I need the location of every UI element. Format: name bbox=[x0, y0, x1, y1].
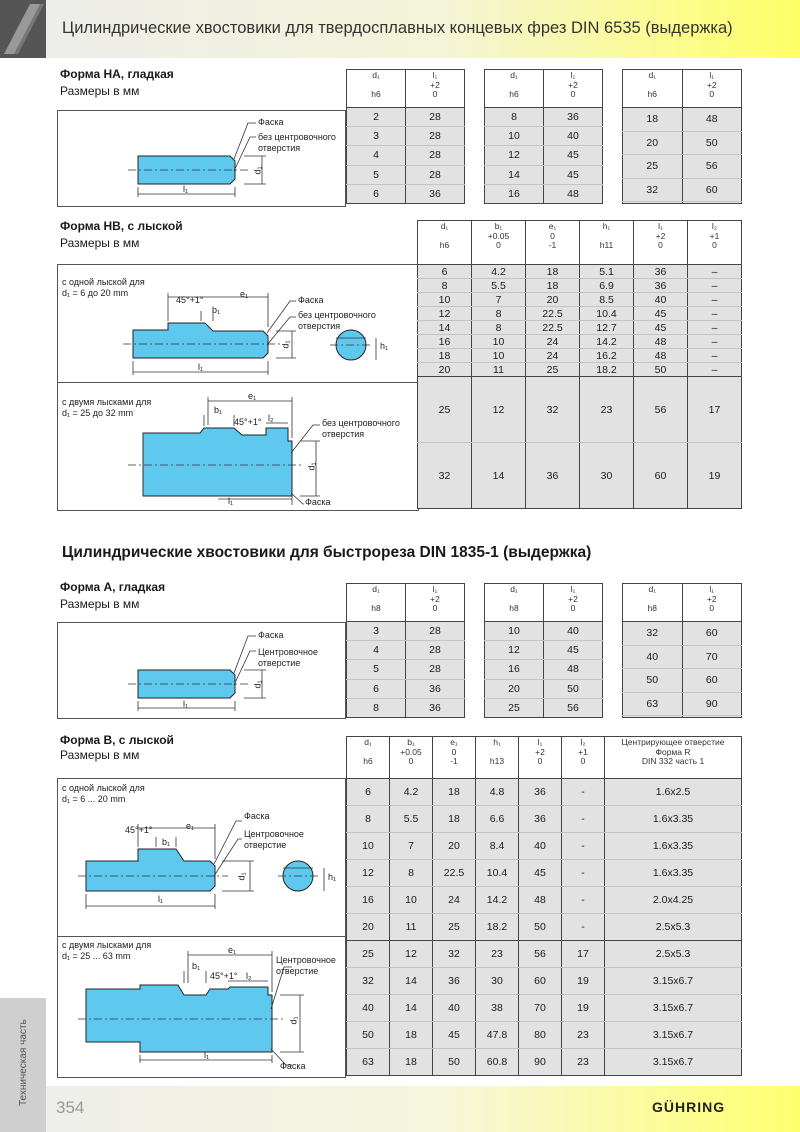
d1-label: d₁ bbox=[280, 340, 291, 349]
chamfer-label: Фаска bbox=[305, 497, 331, 507]
table-row: 6 4.2 18 4.8 36 - 1.6x2.5 bbox=[347, 779, 742, 806]
h1-label: h₁ bbox=[380, 341, 389, 351]
table-row: 16 10 24 14.2 48 - 2.0x4.25 bbox=[347, 887, 742, 914]
form-ha-table-2: d₁ h6 l₁ +2 0 8 36 10 40 12 45 14 45 16 48 bbox=[484, 69, 603, 204]
form-ha-table-3: d₁ h6 l₁ +2 0 18 48 20 50 25 56 32 60 bbox=[622, 69, 742, 204]
chamfer-label: Фаска bbox=[280, 1061, 306, 1071]
table-row: 10 40 bbox=[485, 622, 603, 641]
form-hb-title: Форма HB, с лыской bbox=[60, 219, 183, 233]
table-row: 40 70 bbox=[623, 645, 742, 669]
table-row: 63 90 bbox=[623, 692, 742, 716]
table-row: 16 48 bbox=[485, 184, 603, 203]
form-b-title: Форма B, с лыской bbox=[60, 733, 174, 747]
table-row: 25 12 32 23 56 17 2.5x5.3 bbox=[347, 941, 742, 968]
chamfer-label: Фаска bbox=[258, 117, 284, 127]
l1-label: l₁ bbox=[228, 496, 234, 506]
h1-label: h₁ bbox=[328, 872, 337, 882]
form-ha-table-1: d₁ h6 l₁ +2 0 2 28 3 28 4 28 5 28 6 36 bbox=[346, 69, 465, 204]
d1-label: d₁ bbox=[236, 872, 247, 881]
brand-logo: GÜHRING bbox=[652, 1099, 726, 1115]
b1-label: b₁ bbox=[214, 405, 223, 415]
table-row: 12 8 22.5 10.4 45 – bbox=[418, 307, 742, 321]
center-hole-label: без центровочного отверстия bbox=[258, 132, 336, 153]
table-row: 8 36 bbox=[485, 108, 603, 127]
l2-label: l₂ bbox=[246, 971, 252, 981]
chamfer-label: Фаска bbox=[258, 630, 284, 640]
two-flats-note: с двумя лысками для d₁ = 25 до 32 mm bbox=[62, 397, 152, 418]
table-row: 20 11 25 18.2 50 – bbox=[418, 363, 742, 377]
l1-label: l₁ bbox=[158, 894, 164, 904]
chamfer-label: Фаска bbox=[298, 295, 324, 305]
center-hole-label: Центровочное отверстие bbox=[258, 647, 318, 668]
table-row: 8 36 bbox=[347, 698, 465, 717]
angle-label: 45°+1° bbox=[210, 971, 238, 981]
table-row bbox=[623, 202, 742, 204]
table-row: 25 56 bbox=[485, 698, 603, 717]
form-b-subtitle: Размеры в мм bbox=[60, 748, 140, 762]
form-ha-title: Форма HA, гладкая bbox=[60, 67, 174, 81]
table-row: 20 50 bbox=[623, 131, 742, 155]
form-a-drawing bbox=[57, 622, 346, 719]
table-row: 32 60 bbox=[623, 178, 742, 202]
l2-label: l₂ bbox=[268, 413, 274, 423]
table-row: 12 8 22.5 10.4 45 - 1.6x3.35 bbox=[347, 860, 742, 887]
d1-label: d₁ bbox=[306, 462, 317, 471]
d1-label: d₁ bbox=[252, 166, 263, 175]
table-row: 32 14 36 30 60 19 bbox=[418, 443, 742, 509]
form-b-drawing-two-flats bbox=[57, 936, 346, 1078]
table-row: 25 56 bbox=[623, 155, 742, 179]
chamfer-label: Фаска bbox=[244, 811, 270, 821]
center-hole-label: без центровочного отверстия bbox=[322, 418, 400, 439]
form-ha-drawing bbox=[57, 110, 346, 207]
d1-label: d₁ bbox=[288, 1016, 299, 1025]
table-row: 16 48 bbox=[485, 660, 603, 679]
page-number: 354 bbox=[56, 1098, 85, 1117]
angle-label: 45°+1° bbox=[234, 417, 262, 427]
two-flats-note: с двумя лысками для d₁ = 25 ... 63 mm bbox=[62, 940, 152, 961]
table-row: 5 28 bbox=[347, 165, 465, 184]
table-row: 5 28 bbox=[347, 660, 465, 679]
d1-label: d₁ bbox=[252, 680, 263, 689]
table-row: 20 50 bbox=[485, 679, 603, 698]
table-row: 12 45 bbox=[485, 146, 603, 165]
e1-label: e₁ bbox=[186, 821, 195, 831]
form-hb-table: d₁ h6 b₁ +0.05 0 e₁ 0 -1 h₁ h11 l₁ +2 0 l₂ +1 0 6 4.2 18 5.1 36 – 8 5.5 18 6.9 36 – 10 7 20 8.5 40 – 12 8 22.5 10.4 45 – 14 8 22.5 12.7 45 – 16 10 24 14.2 48 – 18 10 24 16.2 48 – 20 11 25 18.2 50 – 25 12 32 23 56 17 32 14 36 30 60 19 bbox=[417, 220, 742, 509]
form-a-subtitle: Размеры в мм bbox=[60, 597, 140, 611]
table-row: 4 28 bbox=[347, 641, 465, 660]
table-row: 40 14 40 38 70 19 3.15x6.7 bbox=[347, 995, 742, 1022]
table-row: 10 40 bbox=[485, 127, 603, 146]
table-row bbox=[623, 716, 742, 718]
form-a-table-3: d₁ h8 l₁ +2 0 32 60 40 70 50 60 63 90 bbox=[622, 583, 742, 718]
table-row: 6 4.2 18 5.1 36 – bbox=[418, 265, 742, 279]
one-flat-note: с одной лыской для d₁ = 6 ... 20 mm bbox=[62, 783, 145, 804]
table-row: 63 18 50 60.8 90 23 3.15x6.7 bbox=[347, 1049, 742, 1076]
table-row: 8 5.5 18 6.6 36 - 1.6x3.35 bbox=[347, 806, 742, 833]
form-b-drawing-one-flat bbox=[57, 778, 346, 938]
b1-label: b₁ bbox=[162, 837, 171, 847]
angle-label: 45°+1° bbox=[125, 825, 153, 835]
angle-label: 45°+1° bbox=[176, 295, 204, 305]
one-flat-note: с одной лыской для d₁ = 6 до 20 mm bbox=[62, 277, 145, 298]
l1-label: l₁ bbox=[183, 184, 189, 194]
table-row: 18 10 24 16.2 48 – bbox=[418, 349, 742, 363]
table-row: 10 7 20 8.5 40 – bbox=[418, 293, 742, 307]
e1-label: e₁ bbox=[248, 391, 257, 401]
table-row: 3 28 bbox=[347, 127, 465, 146]
section-title-din1835: Цилиндрические хвостовики для быстрореза DIN 1835-1 (выдержка) bbox=[62, 544, 592, 561]
center-hole-label: без центровочного отверстия bbox=[298, 310, 376, 331]
table-row: 32 14 36 30 60 19 3.15x6.7 bbox=[347, 968, 742, 995]
page-header-title: Цилиндрические хвостовики для твердосплавных концевых фрез DIN 6535 (выдержка) bbox=[62, 19, 733, 37]
side-tab-label: Техническая часть bbox=[18, 1019, 29, 1106]
form-hb-subtitle: Размеры в мм bbox=[60, 236, 140, 250]
table-row: 50 60 bbox=[623, 669, 742, 693]
table-row: 8 5.5 18 6.9 36 – bbox=[418, 279, 742, 293]
form-a-title: Форма A, гладкая bbox=[60, 580, 166, 594]
e1-label: e₁ bbox=[228, 945, 237, 955]
form-b-table: d₁ h6 b₁ +0.05 0 e₁ 0 -1 h₁ h13 l₁ +2 0 l₂ +1 0 Центрирующее отверстие Форма R DIN 332 часть 1 6 4.2 18 4.8 36 - 1.6x2.5 8 5.5 18 6.6 36 - 1.6x3.35 10 7 20 8.4 40 - 1.6x3.35 12 8 22.5 10.4 45 - 1.6x3.35 16 10 24 14.2 48 - 2.0x4.25 20 11 25 18.2 50 - 2.5x5.3 25 12 32 23 56 17 2.5x5.3 32 14 36 30 60 19 3.15x6.7 40 14 40 38 70 19 3.15x6.7 50 18 45 47.8 80 23 3.15x6.7 63 18 50 60.8 90 23 3.15x6.7 bbox=[346, 736, 742, 1076]
b1-label: b₁ bbox=[192, 961, 201, 971]
table-row: 10 7 20 8.4 40 - 1.6x3.35 bbox=[347, 833, 742, 860]
table-row: 50 18 45 47.8 80 23 3.15x6.7 bbox=[347, 1022, 742, 1049]
table-row: 20 11 25 18.2 50 - 2.5x5.3 bbox=[347, 914, 742, 941]
brand-logo-mark bbox=[0, 0, 46, 58]
form-ha-subtitle: Размеры в мм bbox=[60, 84, 140, 98]
l1-label: l₁ bbox=[198, 362, 204, 372]
table-row: 25 12 32 23 56 17 bbox=[418, 377, 742, 443]
center-hole-label: Центровочное отверстие bbox=[244, 829, 304, 850]
l1-label: l₁ bbox=[204, 1050, 210, 1060]
table-row: 6 36 bbox=[347, 679, 465, 698]
table-row: 14 45 bbox=[485, 165, 603, 184]
table-row: 32 60 bbox=[623, 622, 742, 646]
form-a-table-1: d₁ h8 l₁ +2 0 3 28 4 28 5 28 6 36 8 36 bbox=[346, 583, 465, 718]
b1-label: b₁ bbox=[212, 305, 221, 315]
form-hb-drawing-one-flat bbox=[57, 264, 419, 384]
table-row: 12 45 bbox=[485, 641, 603, 660]
l1-label: l₁ bbox=[183, 699, 189, 709]
table-row: 16 10 24 14.2 48 – bbox=[418, 335, 742, 349]
center-hole-label: Центровочное отверстие bbox=[276, 955, 336, 976]
table-row: 18 48 bbox=[623, 108, 742, 132]
table-row: 14 8 22.5 12.7 45 – bbox=[418, 321, 742, 335]
table-row: 3 28 bbox=[347, 622, 465, 641]
form-hb-drawing-two-flats bbox=[57, 382, 419, 511]
form-a-table-2: d₁ h8 l₁ +2 0 10 40 12 45 16 48 20 50 25 56 bbox=[484, 583, 603, 718]
table-row: 2 28 bbox=[347, 108, 465, 127]
e1-label: e₁ bbox=[240, 289, 249, 299]
table-row: 6 36 bbox=[347, 184, 465, 203]
page-header bbox=[0, 0, 800, 58]
table-row: 4 28 bbox=[347, 146, 465, 165]
